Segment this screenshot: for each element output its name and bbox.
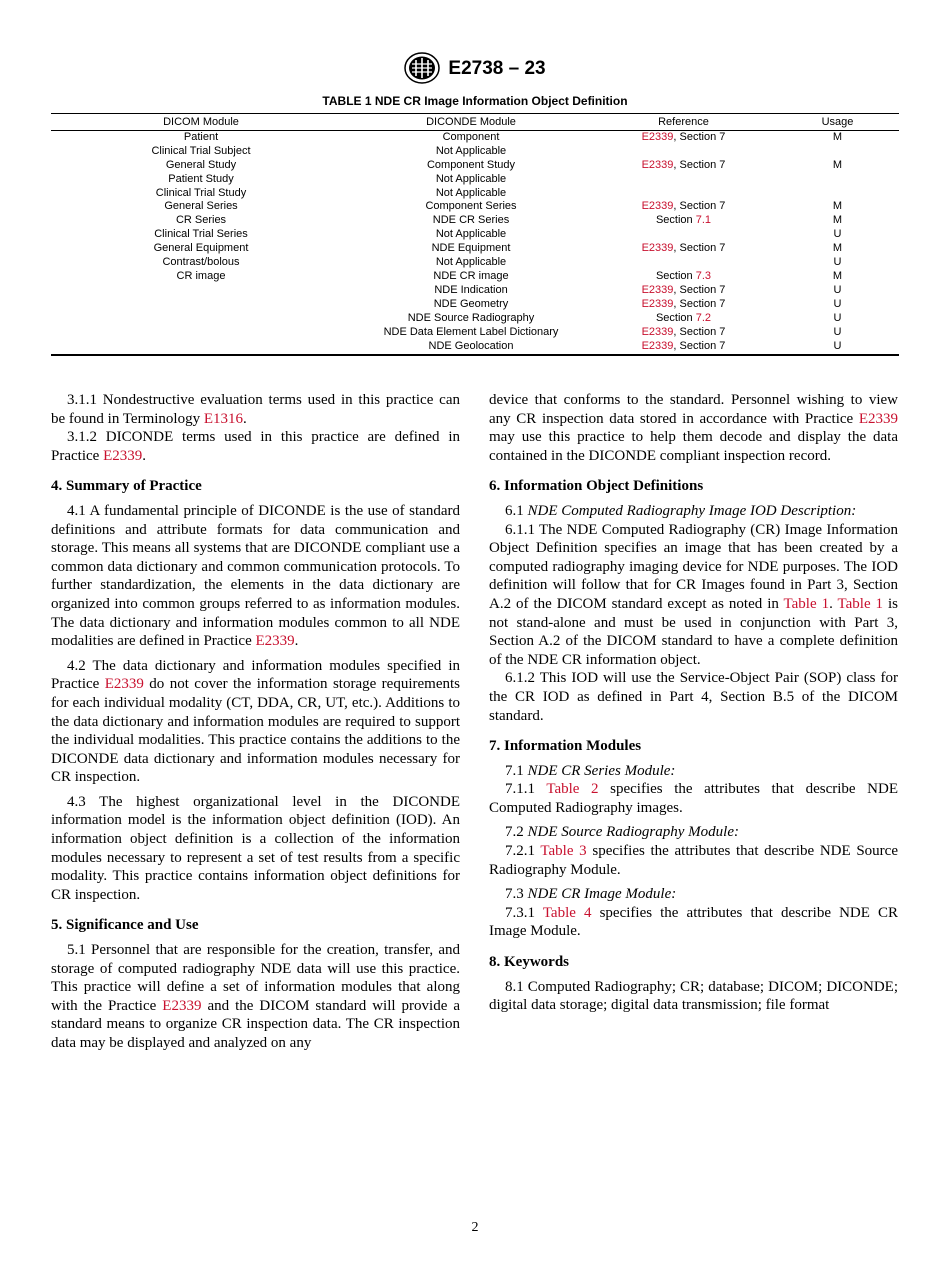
diconde-module-cell: Not Applicable	[435, 256, 507, 269]
document-id: E2738 – 23	[448, 58, 546, 79]
section-heading-6: 6. Information Object Definitions	[489, 478, 704, 495]
table-header-row	[51, 114, 899, 131]
paragraph-6-1-2: 6.1.2 This IOD will use the Service-Object Pair (SOP) class for the CR IOD as defined in Part 4, Section B.5 of the DICOM standard.	[489, 670, 898, 724]
diconde-module-cell: Component Study	[426, 158, 516, 171]
paragraph-7-3: 7.3 NDE CR Image Module:	[505, 886, 677, 903]
reference-cell: E2339, Section 7	[641, 200, 726, 213]
usage-cell: M	[832, 214, 843, 227]
iod-table	[51, 113, 899, 356]
table-row	[51, 173, 899, 187]
diconde-module-cell: NDE Indication	[434, 283, 508, 296]
reference-link[interactable]: 7.2	[695, 311, 712, 324]
dicom-module-cell: CR image	[176, 269, 226, 282]
paragraph-7-2: 7.2 NDE Source Radiography Module:	[505, 824, 739, 841]
section-heading-5: 5. Significance and Use	[51, 917, 199, 934]
table-row	[51, 312, 899, 326]
dicom-module-cell: Clinical Trial Series	[154, 228, 248, 241]
table-row	[51, 256, 899, 270]
reference-link[interactable]: E2339	[641, 283, 674, 296]
reference-cell	[591, 187, 776, 201]
usage-cell: U	[833, 228, 842, 241]
link-table-2[interactable]: Table 2	[546, 781, 599, 798]
reference-cell	[591, 173, 776, 187]
link-table-1[interactable]: Table 1	[837, 595, 884, 612]
table-row	[51, 214, 899, 228]
paragraph-3-1-2: 3.1.2 DICONDE terms used in this practice are defined in Practice E2339.	[51, 429, 460, 464]
reference-link[interactable]: E2339	[641, 158, 674, 171]
column-header: Reference	[591, 114, 776, 131]
table-title: TABLE 1 NDE CR Image Information Object Definition	[322, 94, 628, 108]
reference-cell: E2339, Section 7	[641, 130, 726, 143]
section-heading-8: 8. Keywords	[489, 954, 569, 971]
diconde-module-cell: Not Applicable	[435, 144, 507, 157]
paragraph-5-1-continued: device that conforms to the standard. Personnel wishing to view any CR inspection data stored in accordance with Practice E2339 may use this practice to help them decode and display the data contained in the DICONDE compliant inspection record.	[489, 392, 898, 464]
column-header: DICOM Module	[51, 114, 351, 131]
paragraph-3-1-1: 3.1.1 Nondestructive evaluation terms used in this practice can be found in Terminology E1316.	[51, 392, 460, 427]
link-e2339[interactable]: E2339	[104, 676, 144, 693]
reference-cell: Section 7.1	[655, 214, 712, 227]
diconde-module-cell: Component	[442, 130, 500, 143]
reference-cell: E2339, Section 7	[641, 297, 726, 310]
table-row	[51, 270, 899, 284]
link-e1316[interactable]: E1316	[203, 410, 243, 427]
table-row	[51, 130, 899, 144]
column-header: DICONDE Module	[351, 114, 591, 131]
section-heading-4: 4. Summary of Practice	[51, 478, 202, 495]
paragraph-6-1: 6.1 NDE Computed Radiography Image IOD Description:	[505, 502, 857, 519]
reference-link[interactable]: E2339	[641, 130, 674, 143]
column-header: Usage	[776, 114, 899, 131]
usage-cell: U	[833, 325, 842, 338]
reference-cell: E2339, Section 7	[591, 340, 776, 356]
link-e2339[interactable]: E2339	[255, 633, 295, 650]
table-row	[51, 340, 899, 356]
reference-link[interactable]: E2339	[641, 200, 674, 213]
diconde-module-cell: NDE CR Series	[432, 214, 510, 227]
reference-link[interactable]: E2339	[641, 242, 674, 255]
table-row	[51, 326, 899, 340]
reference-cell	[591, 256, 776, 270]
dicom-module-cell: General Series	[164, 200, 238, 213]
paragraph-4-1: 4.1 A fundamental principle of DICONDE is the use of standard definitions and attribute formats for data communication and storage. This means all systems that are DICONDE compliant use a common data dictionary and common communication protocols. To further standardization, the elements in the data dictionary are organized into common groups referred to as information modules. The data dictionary and information modules common to all NDE modalities are defined in Practice E2339.	[51, 502, 460, 650]
link-table-3[interactable]: Table 3	[540, 843, 587, 860]
dicom-module-cell: Patient	[183, 130, 219, 143]
table-row	[51, 200, 899, 214]
reference-cell: E2339, Section 7	[641, 242, 726, 255]
section-heading-7: 7. Information Modules	[489, 738, 642, 755]
usage-cell: U	[833, 256, 842, 269]
table-row	[51, 159, 899, 173]
diconde-module-cell: NDE Equipment	[431, 242, 511, 255]
reference-cell	[591, 145, 776, 159]
usage-cell: U	[776, 340, 899, 356]
dicom-module-cell	[51, 326, 351, 340]
diconde-module-cell: NDE Geolocation	[351, 340, 591, 356]
dicom-module-cell: General Equipment	[153, 242, 249, 255]
paragraph-8-1: 8.1 Computed Radiography; CR; database; DICOM; DICONDE; digital data storage; digital data transmission; file format	[489, 978, 898, 1014]
reference-link[interactable]: 7.3	[695, 269, 712, 282]
reference-cell: E2339, Section 7	[641, 158, 726, 171]
reference-link[interactable]: E2339	[641, 297, 674, 310]
right-column	[489, 391, 898, 1015]
reference-cell	[591, 228, 776, 242]
left-column	[51, 391, 460, 1053]
reference-cell: E2339, Section 7	[641, 325, 726, 338]
table-row	[51, 242, 899, 256]
astm-logo-icon	[404, 52, 440, 84]
diconde-module-cell: NDE Geometry	[433, 297, 509, 310]
reference-cell: Section 7.3	[655, 269, 712, 282]
diconde-module-cell: Not Applicable	[435, 172, 507, 185]
dicom-module-cell: Contrast/bolous	[162, 256, 240, 269]
page-number: 2	[471, 1220, 479, 1235]
paragraph-7-1: 7.1 NDE CR Series Module:	[505, 762, 676, 779]
diconde-module-cell: NDE CR image	[433, 269, 509, 282]
usage-cell	[776, 173, 899, 187]
usage-cell: U	[833, 297, 842, 310]
paragraph-7-2-1: 7.2.1 Table 3 specifies the attributes that describe NDE Source Radiography Module.	[489, 843, 898, 878]
diconde-module-cell: Not Applicable	[435, 186, 507, 199]
dicom-module-cell: Clinical Trial Subject	[151, 144, 251, 157]
link-e2339[interactable]: E2339	[162, 997, 202, 1014]
link-e2339[interactable]: E2339	[858, 410, 898, 427]
table-row	[51, 298, 899, 312]
usage-cell: M	[832, 158, 843, 171]
diconde-module-cell: NDE Data Element Label Dictionary	[383, 325, 559, 338]
paragraph-4-2: 4.2 The data dictionary and information modules specified in Practice E2339 do not cover the information storage requirements for each individual modality (CT, DDA, CR, UT, etc.). Additions to the data dictionary and information modules are required to support the individual modalities. This practice contains the additions to the DICONDE data dictionary and information modules necessary for CR inspection.	[51, 657, 460, 786]
diconde-module-cell: Component Series	[425, 200, 517, 213]
usage-cell	[776, 187, 899, 201]
table-row	[51, 145, 899, 159]
usage-cell: M	[832, 130, 843, 143]
link-table-1[interactable]: Table 1	[783, 595, 830, 612]
dicom-module-cell	[51, 298, 351, 312]
table-row	[51, 284, 899, 298]
dicom-module-cell: CR Series	[175, 214, 227, 227]
dicom-module-cell: General Study	[165, 158, 237, 171]
diconde-module-cell: NDE Source Radiography	[407, 311, 535, 324]
page-header	[0, 52, 950, 84]
reference-link[interactable]: E2339	[641, 325, 674, 338]
dicom-module-cell	[51, 340, 351, 356]
paragraph-6-1-1: 6.1.1 The NDE Computed Radiography (CR) Image Information Object Definition specifies an image that has been created by a computed radiography imaging device for NDE purposes. The IOD definition will follow that for CR Images found in Part 3, Section A.2 of the DICOM standard except as noted in Table 1. Table 1 is not stand-alone and must be used in conjunction with Part 3, Section A.2 of the DICOM standard to have a complete definition of the NDE CR information object.	[489, 521, 898, 668]
paragraph-7-1-1: 7.1.1 Table 2 specifies the attributes that describe NDE Computed Radiography images.	[489, 781, 898, 816]
reference-cell: Section 7.2	[655, 311, 712, 324]
usage-cell: U	[833, 311, 842, 324]
dicom-module-cell: Patient Study	[168, 172, 234, 185]
reference-link[interactable]: E2339	[641, 339, 674, 352]
dicom-module-cell: Clinical Trial Study	[155, 186, 247, 199]
link-e2339[interactable]: E2339	[103, 447, 143, 464]
usage-cell: M	[832, 269, 843, 282]
usage-cell: M	[832, 200, 843, 213]
paragraph-4-3: 4.3 The highest organizational level in the DICONDE information model is the information object definition (IOD). An information object definition is a collection of the information modules necessary to represent a set of test results from a specific modality. This practice contains information object definitions for CR inspection.	[51, 793, 460, 903]
reference-cell: E2339, Section 7	[641, 283, 726, 296]
paragraph-7-3-1: 7.3.1 Table 4 specifies the attributes that describe NDE CR Image Module.	[489, 904, 898, 940]
table-row	[51, 187, 899, 201]
paragraph-5-1: 5.1 Personnel that are responsible for the creation, transfer, and storage of computed radiography NDE data will use this practice. This practice will define a set of information modules that along with the Practice E2339 and the DICOM standard will provide a standard means to organize CR inspection data. The CR inspection data may be displayed and analyzed on any	[51, 942, 461, 1051]
reference-link[interactable]: 7.1	[695, 214, 712, 227]
usage-cell: M	[832, 242, 843, 255]
diconde-module-cell: Not Applicable	[435, 228, 507, 241]
usage-cell: U	[833, 283, 842, 296]
link-table-4[interactable]: Table 4	[542, 904, 592, 921]
table-row	[51, 228, 899, 242]
dicom-module-cell	[51, 312, 351, 326]
dicom-module-cell	[51, 284, 351, 298]
usage-cell	[776, 145, 899, 159]
